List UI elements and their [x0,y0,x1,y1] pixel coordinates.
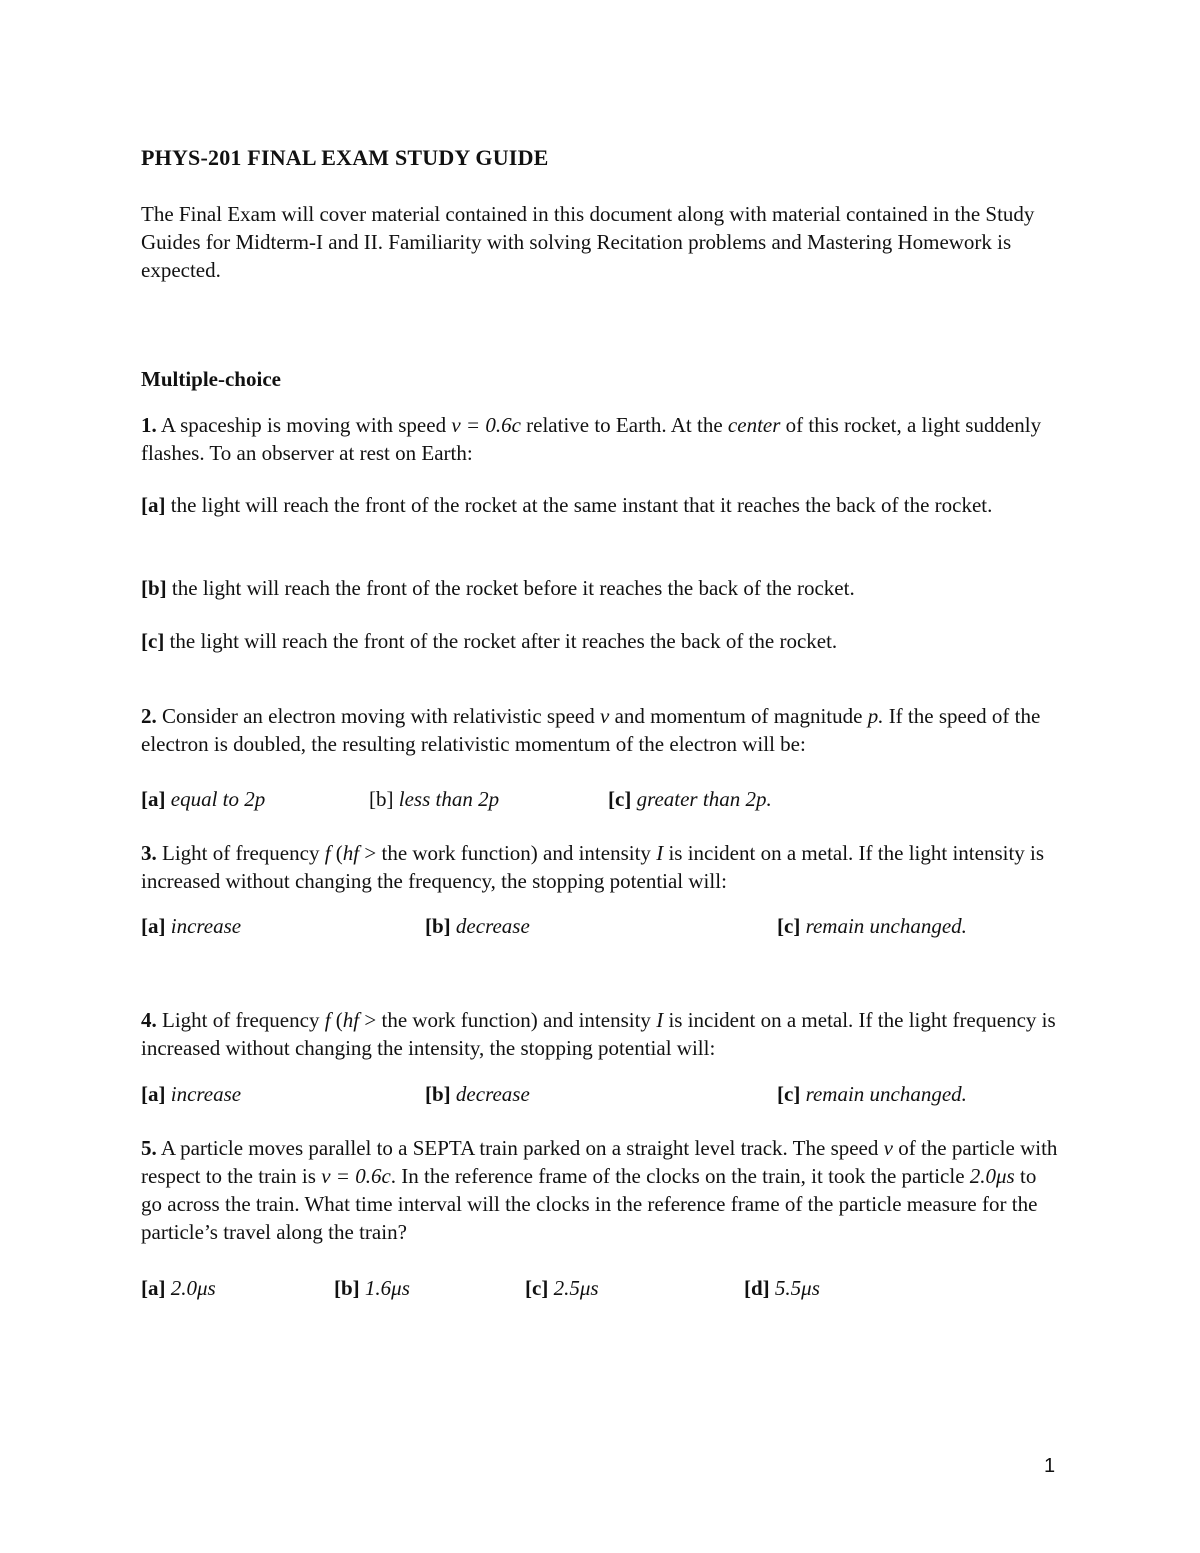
page-title: PHYS-201 FINAL EXAM STUDY GUIDE [141,145,549,170]
q2-option-b: [b] less than 2p [369,787,500,811]
q5-option-b: [b] 1.6μs [334,1276,410,1300]
q2-option-a: [a] equal to 2p [141,787,266,811]
question-5: 5. A particle moves parallel to a SEPTA train parked on a straight level track. The speed v of the particle with respect to the train is v = 0.6c. In the reference frame of the clocks on the train, it took the particle 2.0μs to go across the train. What time interval will the clocks in the reference frame of the particle measure for the particle’s travel along the train? [141,1136,1058,1244]
q3-option-c: [c] remain unchanged. [777,914,967,938]
q5-option-a: [a] 2.0μs [141,1276,216,1300]
q4-option-b: [b] decrease [425,1082,530,1106]
question-1: 1. A spaceship is moving with speed v = 0.6c relative to Earth. At the center of this rocket, a light suddenly flashes. To an observer at rest on Earth: [141,413,1042,465]
q4-option-c: [c] remain unchanged. [777,1082,967,1106]
section-heading: Multiple-choice [141,367,281,391]
q1-option-c: [c] the light will reach the front of the rocket after it reaches the back of the rocket. [141,629,838,653]
q3-options [141,912,1081,940]
question-2: 2. Consider an electron moving with relativistic speed v and momentum of magnitude p. If the speed of the electron is doubled, the resulting relativistic momentum of the electron will be: [141,704,1041,756]
intro-paragraph: The Final Exam will cover material contained in this document along with material contained in the Study Guides for Midterm-I and II. Familiarity with solving Recitation problems and Mastering Homework is expected. [141,202,1035,282]
page-number: 1 [1044,1455,1056,1477]
q4-option-a: [a] increase [141,1082,242,1106]
q2-option-c: [c] greater than 2p. [608,787,772,811]
q1-option-b: [b] the light will reach the front of the rocket before it reaches the back of the rocket. [141,576,855,600]
question-3: 3. Light of frequency f (hf > the work function) and intensity I is incident on a metal. If the light intensity is increased without changing the frequency, the stopping potential will: [141,841,1045,893]
q5-options [141,1274,1081,1302]
q5-option-d: [d] 5.5μs [744,1276,820,1300]
q5-option-c: [c] 2.5μs [525,1276,599,1300]
question-number: 1. [141,413,157,437]
q3-option-b: [b] decrease [425,914,530,938]
q2-options [141,785,1081,813]
question-4: 4. Light of frequency f (hf > the work function) and intensity I is incident on a metal. If the light frequency is increased without changing the intensity, the stopping potential will: [141,1008,1056,1060]
q1-option-a: [a] the light will reach the front of the rocket at the same instant that it reaches the back of the rocket. [141,493,993,517]
q3-option-a: [a] increase [141,914,242,938]
q4-options [141,1080,1081,1108]
